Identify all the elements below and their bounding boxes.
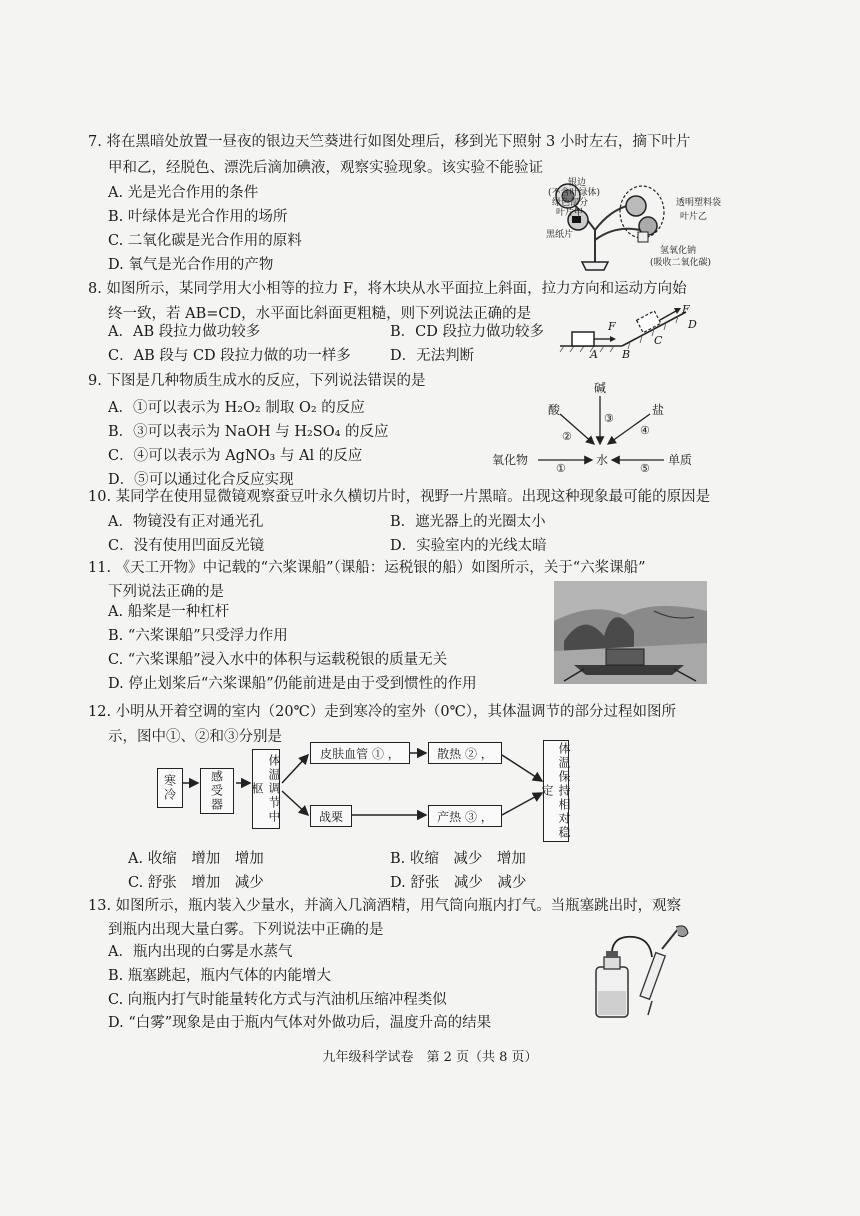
q8-label-C: C (654, 334, 663, 347)
q8-stem-line1: 8. 如图所示，某同学用大小相等的拉力 F，将木块从水平面拉上斜面，拉力方向和运动方向始 (88, 281, 687, 297)
q9-label-n2: ② (562, 430, 572, 443)
q9-label-salt: 盐 (652, 403, 665, 417)
q9-label-oxide: 氧化物 (492, 453, 529, 467)
q13-stem-line1: 13. 如图所示，瓶内装入少量水，并滴入几滴酒精，用气筒向瓶内打气。当瓶塞跳出时，观察 (88, 898, 682, 914)
q12-stem-line1: 12. 小明从开着空调的室内（20℃）走到寒冷的室外（0℃），其体温调节的部分过程如图所 (88, 704, 677, 720)
q10-option-c: C．没有使用凹面反光镜 (108, 538, 265, 554)
q8-option-b: B．CD 段拉力做功较多 (390, 324, 544, 340)
page-footer: 九年级科学试卷 第 2 页（共 8 页） (322, 1050, 538, 1065)
q10-stem: 10. 某同学在使用显微镜观察蚕豆叶永久横切片时，视野一片黑暗。出现这种现象最可能的原因是 (88, 489, 711, 505)
q8-label-B: B (622, 348, 631, 361)
q9-label-base: 碱 (594, 381, 607, 395)
q9-label-acid: 酸 (548, 403, 561, 417)
q8-option-d: D．无法判断 (390, 348, 475, 364)
q12-box-receptor: 感受器 (200, 768, 234, 814)
q13-option-a: A．瓶内出现的白雾是水蒸气 (108, 944, 293, 960)
q8-option-c: C．AB 段与 CD 段拉力做的功一样多 (108, 348, 351, 364)
q7-option-c: C. 二氧化碳是光合作用的原料 (108, 233, 302, 249)
q11-stem-line2: 下列说法正确的是 (108, 584, 224, 600)
q12-option-d: D. 舒张 减少 减少 (390, 875, 527, 891)
q12-box-heat-loss: 散热 ② ， (428, 742, 502, 764)
q10-option-b: B．遮光器上的光圈太小 (390, 514, 546, 530)
q8-label-A: A (590, 348, 598, 361)
q12-box-heat-gen: 产热 ③ ， (428, 805, 502, 827)
q9-label-water: 水 (596, 453, 609, 467)
q8-stem-line2: 终一致，若 AB=CD，水平面比斜面更粗糙，则下列说法正确的是 (108, 306, 532, 322)
q11-stem-line1: 11. 《天工开物》中记载的“六桨课船”（课船：运税银的船）如图所示，关于“六桨课船” (88, 560, 646, 576)
q12-option-b: B. 收缩 减少 增加 (390, 851, 526, 867)
q11-option-c: C. “六桨课船”浸入水中的体积与运载税银的质量无关 (108, 652, 448, 668)
q11-boat-illustration (554, 581, 707, 684)
q7-label-black-paper: 黑纸片 (546, 230, 574, 240)
q7-label-leaf-a: 叶片甲 (556, 208, 584, 218)
q9-label-n4: ④ (640, 424, 650, 437)
q7-stem-line2: 甲和乙，经脱色、漂洗后滴加碘液，观察实验现象。该实验不能验证 (108, 160, 543, 176)
q9-option-c: C．④可以表示为 AgNO₃ 与 Al 的反应 (108, 448, 363, 464)
q9-option-d: D．⑤可以通过化合反应实现 (108, 472, 294, 488)
q11-option-d: D. 停止划桨后“六桨课船”仍能前进是由于受到惯性的作用 (108, 676, 477, 692)
q9-label-n1: ① (556, 462, 566, 475)
q7-option-d: D. 氧气是光合作用的产物 (108, 257, 274, 273)
q7-option-b: B. 叶绿体是光合作用的场所 (108, 209, 288, 225)
q12-stem-line2: 示，图中①、②和③分别是 (108, 729, 282, 745)
q12-box-center: 体温调节中枢 (252, 749, 280, 829)
q9-label-n5: ⑤ (640, 462, 650, 475)
q12-option-a: A. 收缩 增加 增加 (128, 851, 264, 867)
q13-option-d: D. “白雾”现象是由于瓶内气体对外做功后，温度升高的结果 (108, 1015, 492, 1031)
q10-option-a: A．物镜没有正对通光孔 (108, 514, 264, 530)
q13-bottle-pump-figure (590, 925, 700, 1025)
q13-option-b: B. 瓶塞跳起，瓶内气体的内能增大 (108, 968, 331, 984)
q9-option-b: B．③可以表示为 NaOH 与 H₂SO₄ 的反应 (108, 424, 389, 440)
q10-option-d: D．实验室内的光线太暗 (390, 538, 547, 554)
q12-box-cold: 寒冷 (157, 768, 183, 808)
q7-label-bag: 透明塑料袋 (676, 198, 722, 208)
q9-stem: 9. 下图是几种物质生成水的反应，下列说法错误的是 (88, 373, 426, 389)
q13-option-c: C. 向瓶内打气时能量转化方式与汽油机压缩冲程类似 (108, 992, 447, 1008)
q8-label-F1: F (608, 320, 616, 333)
q7-option-a: A. 光是光合作用的条件 (108, 185, 259, 201)
q7-label-edge-note: (不含叶绿体) (548, 188, 601, 198)
q7-label-naoh-note: (吸收二氧化碳) (650, 258, 712, 268)
q12-box-shiver: 战栗 (310, 805, 352, 827)
q7-label-leaf-b: 叶片乙 (680, 212, 708, 222)
q11-option-b: B. “六桨课船”只受浮力作用 (108, 628, 288, 644)
q9-label-n3: ③ (604, 412, 614, 425)
q9-option-a: A．①可以表示为 H₂O₂ 制取 O₂ 的反应 (108, 400, 365, 416)
q12-box-stable: 体温保持相对稳定 (540, 742, 571, 840)
q7-label-edge: 银边 (568, 178, 587, 188)
q8-option-a: A．AB 段拉力做功较多 (108, 324, 261, 340)
q8-label-D: D (688, 318, 697, 331)
q12-option-c: C. 舒张 增加 减少 (128, 875, 264, 891)
q7-stem-line1: 7. 将在黑暗处放置一昼夜的银边天竺葵进行如图处理后，移到光下照射 3 小时左右，摘下叶片 (88, 134, 691, 150)
q12-box-skin: 皮肤血管 ① ， (310, 742, 410, 764)
q8-label-F2: F (682, 303, 690, 316)
q9-label-element: 单质 (668, 453, 693, 467)
q7-label-green: 绿色部分 (552, 198, 589, 208)
q13-stem-line2: 到瓶内出现大量白雾。下列说法中正确的是 (108, 922, 384, 938)
q11-option-a: A. 船桨是一种杠杆 (108, 604, 230, 620)
q7-label-naoh: 氢氧化钠 (660, 246, 697, 256)
